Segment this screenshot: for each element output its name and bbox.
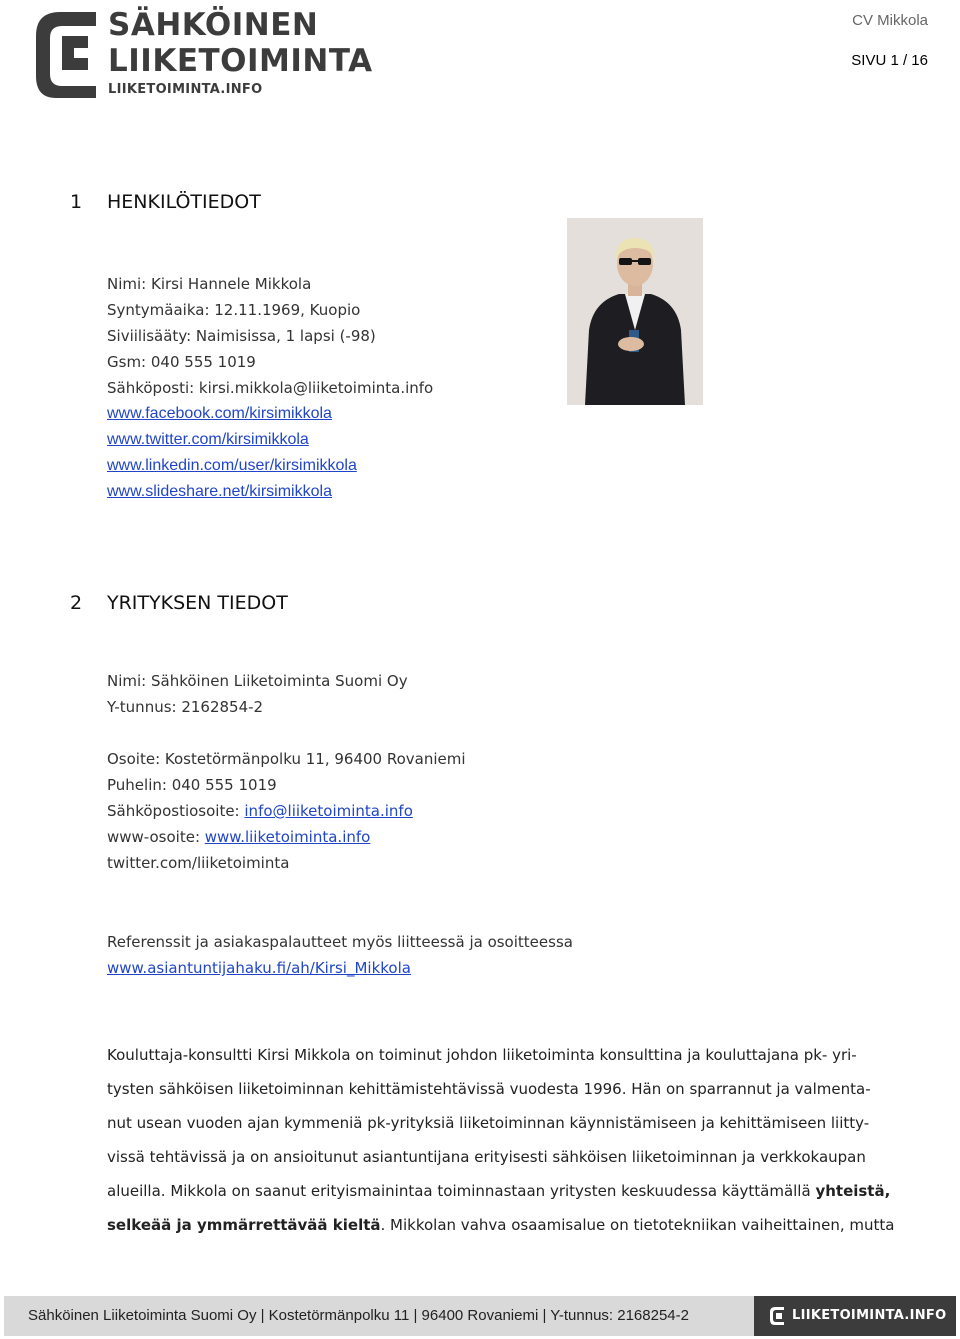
company-address: Osoite: Kostetörmänpolku 11, 96400 Rovaniemi bbox=[107, 750, 466, 768]
section-number: 1 bbox=[70, 191, 83, 213]
paragraph-bold: yhteistä, bbox=[815, 1182, 891, 1200]
company-web-link[interactable]: www.liiketoiminta.info bbox=[204, 828, 371, 846]
paragraph-line: Kouluttaja-konsultti Kirsi Mikkola on toiminut johdon liiketoiminta konsulttina ja kouluttajana pk- yri- bbox=[107, 1046, 857, 1064]
paragraph-line: nut usean vuoden ajan kymmeniä pk-yrityksiä liiketoiminnan käynnistämiseen ja kehittämiseen liitty- bbox=[107, 1114, 870, 1132]
footer-logo bbox=[754, 1296, 956, 1336]
company-phone: Puhelin: 040 555 1019 bbox=[107, 776, 277, 794]
person-photo-icon bbox=[567, 218, 703, 405]
section-1-heading bbox=[70, 191, 261, 213]
logo-line-2: LIIKETOIMINTA bbox=[108, 43, 373, 79]
paragraph-line bbox=[107, 1174, 897, 1208]
link-slideshare-text[interactable]: www.slideshare.net/kirsimikkola bbox=[107, 483, 332, 500]
personal-name: Nimi: Kirsi Hannele Mikkola bbox=[107, 275, 312, 293]
company-logo bbox=[26, 6, 373, 98]
section-title: HENKILÖTIEDOT bbox=[107, 191, 261, 213]
paragraph-text: alueilla. Mikkola on saanut erityismainintaa toiminnastaan yritysten keskuudessa käyttämällä bbox=[107, 1182, 816, 1200]
link-linkedin-text[interactable]: www.linkedin.com/user/kirsimikkola bbox=[107, 457, 357, 474]
paragraph-bold: selkeää ja ymmärrettävää kieltä bbox=[107, 1216, 381, 1234]
link-slideshare[interactable] bbox=[107, 483, 332, 501]
references-link-row[interactable] bbox=[107, 959, 411, 977]
profile-paragraph bbox=[107, 1038, 897, 1242]
company-name: Nimi: Sähköinen Liiketoiminta Suomi Oy bbox=[107, 672, 408, 690]
profile-photo bbox=[567, 218, 703, 405]
link-twitter[interactable] bbox=[107, 431, 309, 449]
section-title: YRITYKSEN TIEDOT bbox=[107, 592, 288, 614]
company-email-row bbox=[107, 802, 413, 820]
company-twitter: twitter.com/liiketoiminta bbox=[107, 854, 290, 872]
link-linkedin[interactable] bbox=[107, 457, 357, 475]
link-facebook-text[interactable]: www.facebook.com/kirsimikkola bbox=[107, 405, 332, 422]
link-twitter-text[interactable]: www.twitter.com/kirsimikkola bbox=[107, 431, 309, 448]
personal-phone: Gsm: 040 555 1019 bbox=[107, 353, 256, 371]
page-footer bbox=[4, 1296, 956, 1336]
paragraph-line: vissä tehtävissä ja on ansioitunut asiantuntijana erityisesti sähköisen liiketoiminnan ja verkkokaupan bbox=[107, 1148, 866, 1166]
personal-birthdate: Syntymäaika: 12.11.1969, Kuopio bbox=[107, 301, 361, 319]
company-web-label: www-osoite: bbox=[107, 828, 205, 846]
references-text: Referenssit ja asiakaspalautteet myös liitteessä ja osoitteessa bbox=[107, 933, 573, 951]
company-web-row bbox=[107, 828, 370, 846]
section-2-heading bbox=[70, 592, 288, 614]
company-email-label: Sähköpostiosoite: bbox=[107, 802, 245, 820]
personal-email: Sähköposti: kirsi.mikkola@liiketoiminta.info bbox=[107, 379, 434, 397]
personal-marital-status: Siviilisääty: Naimisissa, 1 lapsi (-98) bbox=[107, 327, 376, 345]
document-title: CV Mikkola bbox=[852, 12, 928, 29]
footer-text: Sähköinen Liiketoiminta Suomi Oy | Kostetörmänpolku 11 | 96400 Rovaniemi | Y-tunnus: 2168254-2 bbox=[28, 1307, 689, 1324]
section-number: 2 bbox=[70, 592, 83, 614]
company-email-link[interactable]: info@liiketoiminta.info bbox=[244, 802, 413, 820]
logo-line-3: LIIKETOIMINTA.INFO bbox=[108, 82, 263, 97]
paragraph-line bbox=[107, 1208, 897, 1242]
page-indicator: SIVU 1 / 16 bbox=[851, 52, 928, 69]
logo-line-1: SÄHKÖINEN bbox=[108, 7, 319, 43]
logo-mark-icon bbox=[26, 6, 104, 98]
footer-logo-text: LIIKETOIMINTA.INFO bbox=[792, 1308, 947, 1323]
footer-logo-mark-icon bbox=[768, 1306, 786, 1326]
company-business-id: Y-tunnus: 2162854-2 bbox=[107, 698, 264, 716]
paragraph-line: tysten sähköisen liiketoiminnan kehittämistehtävissä vuodesta 1996. Hän on sparrannut ja valmenta- bbox=[107, 1080, 871, 1098]
paragraph-text: . Mikkolan vahva osaamisalue on tietotekniikan vaiheittainen, mutta bbox=[380, 1216, 895, 1234]
references-link[interactable]: www.asiantuntijahaku.fi/ah/Kirsi_Mikkola bbox=[107, 959, 411, 977]
link-facebook[interactable] bbox=[107, 405, 332, 423]
